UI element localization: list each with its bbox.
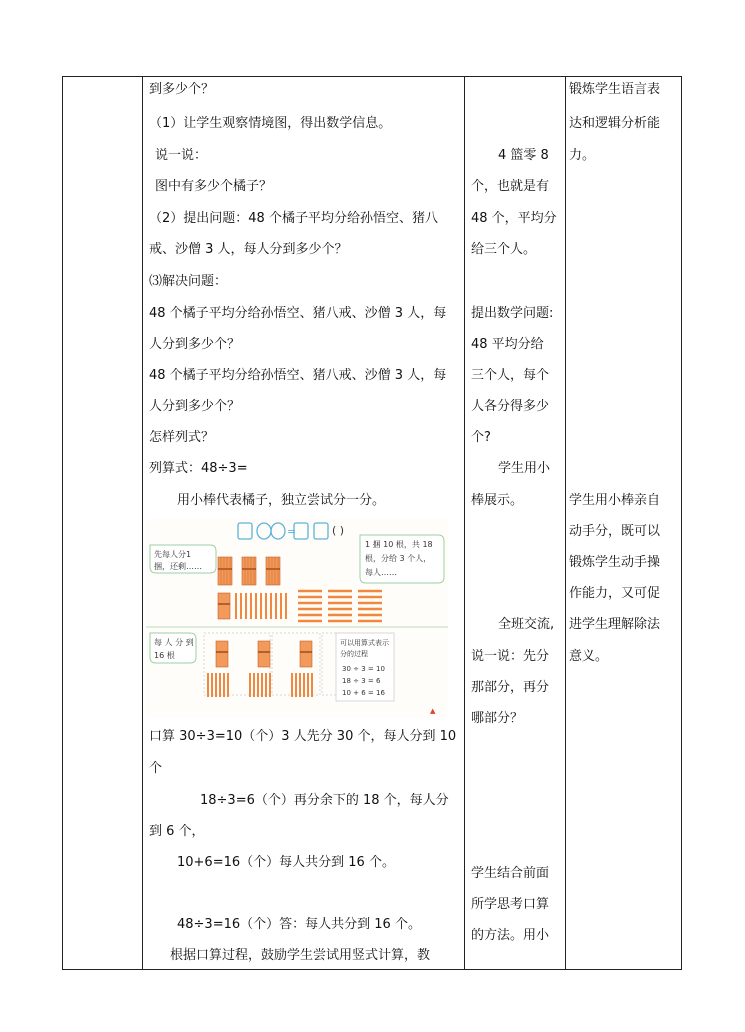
- text-line: 提出数学问题:: [471, 306, 554, 321]
- text-line: 列算式：48÷3=: [149, 461, 248, 476]
- text-line: 48 平均分给: [471, 337, 544, 352]
- text-line: 用小棒代表橘子，独立尝试分一分。: [177, 493, 386, 508]
- bubble-text: 每 人 分 到: [154, 638, 194, 647]
- text-line: 到 6 个，: [149, 824, 205, 839]
- text-line: 的方法。用小: [471, 928, 550, 943]
- text-line: 学生用小: [498, 461, 551, 476]
- text-line: 作能力，又可促: [569, 586, 661, 601]
- note-text: 18 ÷ 3 = 6: [342, 677, 381, 685]
- corner-mark-icon: ▲: [430, 707, 436, 715]
- bubble-text: 16 根: [154, 651, 175, 660]
- text-line: 18÷3=6（个）再分余下的 18 个，每人分: [200, 793, 449, 808]
- text-line: 人分到多少个？: [149, 399, 241, 414]
- table-divider: [142, 76, 143, 970]
- calculation-note: [336, 633, 394, 701]
- text-line: 人各分得多少: [471, 399, 550, 414]
- text-line: 进学生理解除法: [569, 617, 661, 632]
- text-line: ⑶解决问题：: [149, 274, 228, 289]
- text-line: 个，也就是有: [471, 179, 550, 194]
- text-line: 口算 30÷3=10（个）3 人先分 30 个，每人分到 10: [149, 729, 457, 744]
- text-line: 说一说：: [155, 148, 208, 163]
- text-line: （1）让学生观察情境图，得出数学信息。: [149, 116, 392, 131]
- text-line: 哪部分？: [471, 711, 524, 726]
- text-line: 人分到多少个？: [149, 337, 241, 352]
- sticks-illustration: [146, 519, 448, 717]
- text-line: 48 个橘子平均分给孙悟空、猪八戒、沙僧 3 人，每: [149, 306, 447, 321]
- text-line: 全班交流,: [498, 617, 555, 632]
- bubble-text: 先每人分1: [154, 550, 192, 559]
- text-line: 锻炼学生语言表: [569, 82, 661, 97]
- note-text: 10 + 6 = 16: [342, 689, 385, 697]
- text-line: 学生结合前面: [471, 866, 550, 881]
- text-line: 学生用小棒亲自: [569, 493, 661, 508]
- bubble-text: 根，分给 3 个人，: [365, 554, 432, 563]
- text-line: 4 篮零 8: [498, 148, 549, 163]
- text-line: 意义。: [569, 649, 609, 664]
- text-line: 达和逻辑分析能: [569, 116, 661, 131]
- stick-bundles: [218, 557, 286, 619]
- note-text: 分的过程: [340, 650, 368, 658]
- text-line: 给三个人。: [471, 242, 537, 257]
- text-line: 所学思考口算: [471, 897, 550, 912]
- text-line: 图中有多少个橘子？: [155, 179, 273, 194]
- text-line: 戒、沙僧 3 人，每人分到多少个？: [149, 242, 348, 257]
- text-line: 棒展示。: [471, 493, 524, 508]
- text-line: 怎样列式？: [149, 430, 215, 445]
- text-line: 力。: [569, 148, 596, 163]
- speech-bubble: [360, 535, 444, 583]
- text-line: 48 个，平均分: [471, 211, 557, 226]
- table-divider: [565, 76, 566, 970]
- speech-bubble: [150, 633, 196, 663]
- text-line: 根据口算过程，鼓励学生尝试用竖式计算，教: [170, 948, 431, 963]
- text-line: 三个人，每个: [471, 368, 550, 383]
- equation-boxes: [238, 523, 328, 539]
- text-line: 说一说：先分: [471, 649, 550, 664]
- text-line: （2）提出问题：48 个橘子平均分给孙悟空、猪八: [149, 211, 438, 226]
- speech-bubble: [150, 545, 216, 573]
- text-line: 那部分，再分: [471, 680, 550, 695]
- text-line: 10+6=16（个）每人共分到 16 个。: [177, 855, 395, 870]
- text-line: 动手分，既可以: [569, 524, 661, 539]
- table-divider: [464, 76, 465, 970]
- bubble-text: 1 捆 10 根，共 18: [365, 540, 433, 549]
- svg-text:( ): ( ): [332, 524, 345, 537]
- horizontal-sticks: [298, 591, 382, 621]
- text-line: 48 个橘子平均分给孙悟空、猪八戒、沙僧 3 人，每: [149, 368, 447, 383]
- text-line: 到多少个？: [149, 82, 215, 97]
- bubble-text: 每人……: [365, 568, 397, 577]
- note-text: 30 ÷ 3 = 10: [342, 665, 385, 673]
- text-line: 48÷3=16（个）答：每人共分到 16 个。: [177, 917, 421, 932]
- note-text: 可以用算式表示: [340, 639, 389, 647]
- text-line: 锻炼学生动手操: [569, 555, 661, 570]
- text-line: 个?: [471, 430, 491, 445]
- bubble-text: 捆，还剩……: [154, 562, 202, 571]
- text-line: 个: [149, 761, 163, 776]
- svg-text:=: =: [287, 525, 297, 538]
